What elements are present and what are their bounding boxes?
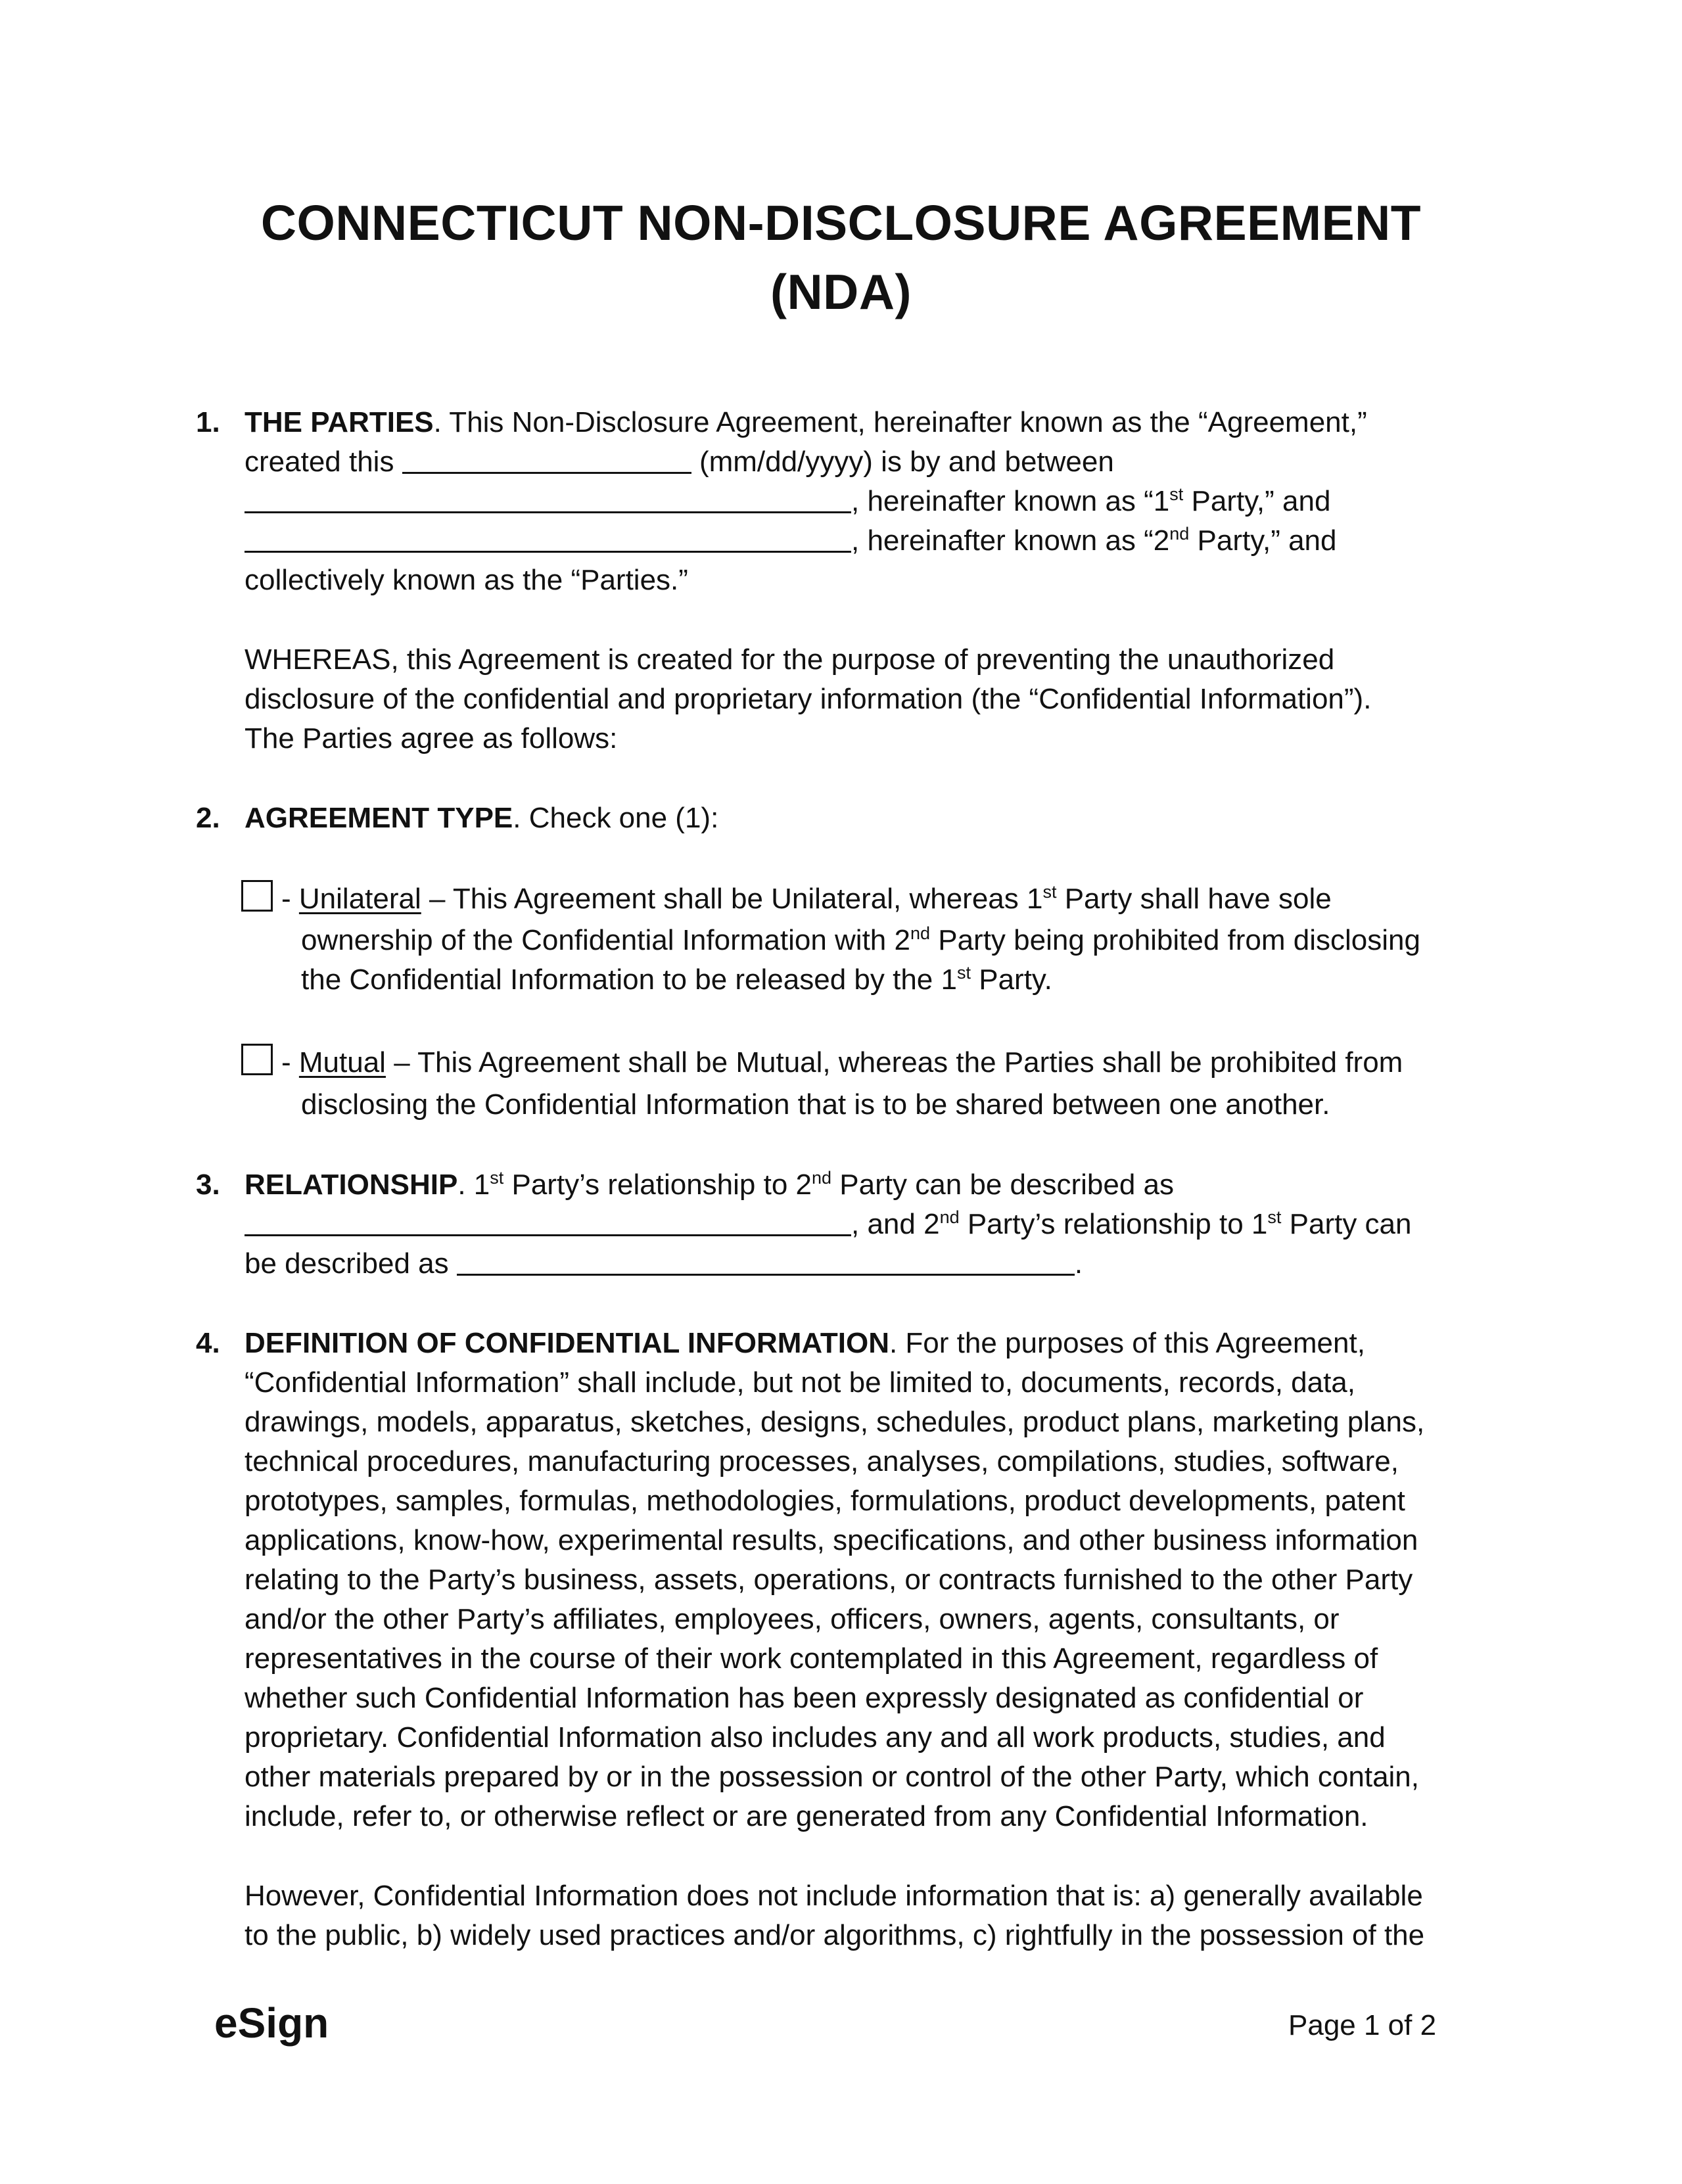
section2-line1 [245,804,718,833]
unilateral-text-a: – This Agreement shall be Unilateral, whereas 1 [421,883,1043,915]
mutual-dash: - [281,1046,299,1079]
section3-l3-b: . [1074,1247,1083,1280]
date-format-label: (mm/dd/yyyy) is by and between [699,446,1114,478]
section4-body-line: and/or the other Party’s affiliates, employees, officers, owners, agents, consultants, or [245,1603,1340,1635]
party1-label-a: , hereinafter known as “1 [851,485,1170,517]
section4-body-line: representatives in the course of their work contemplated in this Agreement, regardless of [245,1642,1378,1675]
section3-line3 [245,1249,1083,1278]
section1-line2 [245,448,1114,476]
however-line2: to the public, b) widely used practices and/or algorithms, c) rightfully in the possession of the [245,1919,1425,1951]
section2-heading: AGREEMENT TYPE [245,802,513,834]
party1-name-field[interactable] [245,489,851,513]
section4-body-line: drawings, models, apparatus, sketches, designs, schedules, product plans, marketing plans, [245,1406,1425,1438]
date-blank-field[interactable] [402,450,691,474]
party2-sup: nd [1169,524,1190,544]
section2-instruction: . Check one (1): [513,802,719,834]
party2-label-b: Party,” and [1189,524,1337,557]
mutual-checkbox[interactable] [241,1044,273,1075]
section4-intro: . For the purposes of this Agreement, [889,1327,1365,1359]
collectively-text: collectively known as the “Parties.” [245,564,688,596]
section3-l3-a: be described as [245,1247,449,1280]
section4-body-line: applications, know-how, experimental results, specifications, and other business information [245,1524,1418,1556]
created-this-label: created this [245,446,394,478]
section3-line1 [245,1168,1175,1201]
esign-logo: eSign [214,1999,329,2047]
unilateral-sup3: st [956,963,971,983]
section4-body-line: proprietary. Confidential Information also includes any and all work products, studies, and [245,1721,1386,1754]
section1-number: 1. [196,406,220,438]
section1-line4 [245,526,1336,555]
section4-body-line: “Confidential Information” shall include, but not be limited to, documents, records, data, [245,1366,1356,1399]
section1-line3 [245,484,1331,517]
unilateral-sup1: st [1042,882,1057,902]
mutual-text-1: – This Agreement shall be Mutual, whereas the Parties shall be prohibited from [385,1046,1403,1079]
section4-line1 [245,1329,1365,1358]
section2-number: 2. [196,802,220,834]
relationship1-field[interactable] [245,1212,851,1236]
unilateral-dash: - [281,883,299,915]
section3-heading: RELATIONSHIP [245,1169,458,1201]
section3-sup3: nd [939,1207,960,1227]
section4-heading: DEFINITION OF CONFIDENTIAL INFORMATION [245,1327,889,1359]
whereas-line1: WHEREAS, this Agreement is created for the purpose of preventing the unauthorized [245,643,1335,676]
section3-sup2: nd [812,1168,832,1188]
mutual-label: Mutual [298,1046,386,1079]
section4-body-line: other materials prepared by or in the possession or control of the other Party, which contain, [245,1761,1420,1793]
section3-sup4: st [1267,1207,1282,1227]
whereas-line3: The Parties agree as follows: [245,722,618,755]
section3-l1-b: Party’s relationship to 2 [503,1169,812,1201]
section4-body-line: include, refer to, or otherwise reflect or are generated from any Confidential Information. [245,1800,1368,1832]
party2-label-a: , hereinafter known as “2 [851,524,1170,557]
unilateral-l2-a: ownership of the Confidential Information with 2 [301,924,910,956]
party2-name-field[interactable] [245,528,851,553]
relationship2-field[interactable] [457,1251,1075,1276]
section3-line2 [245,1207,1412,1240]
section3-sup1: st [490,1168,504,1188]
section3-l2-b: Party’s relationship to 1 [959,1208,1268,1240]
unilateral-line2 [301,923,1420,956]
page-number: Page 1 of 2 [1288,2009,1437,2041]
section1-heading: THE PARTIES [245,406,434,438]
unilateral-line1 [281,882,1332,915]
unilateral-checkbox[interactable] [241,880,273,912]
unilateral-l3-b: Party. [971,964,1052,996]
section4-number: 4. [196,1327,220,1359]
unilateral-text-b: Party shall have sole [1056,883,1332,915]
section1-line1 [245,408,1367,437]
party1-label-b: Party,” and [1183,485,1331,517]
section3-l2-a: , and 2 [851,1208,940,1240]
whereas-line2: disclosure of the confidential and proprietary information (the “Confidential Information”). [245,683,1372,715]
mutual-line2: disclosing the Confidential Information that is to be shared between one another. [301,1088,1330,1121]
document-title-line2: (NDA) [770,264,912,319]
section3-l1-c: Party can be described as [831,1169,1175,1201]
party1-sup: st [1169,484,1184,504]
section1-intro-text: . This Non-Disclosure Agreement, hereinafter known as the “Agreement,” [433,406,1367,438]
section4-body-line: relating to the Party’s business, assets, operations, or contracts furnished to the other Party [245,1564,1413,1596]
section3-l2-c: Party can [1281,1208,1412,1240]
section4-body-line: prototypes, samples, formulas, methodologies, formulations, product developments, patent [245,1485,1405,1517]
section4-body-line: whether such Confidential Information has been expressly designated as confidential or [245,1682,1364,1714]
section4-body-line: technical procedures, manufacturing processes, analyses, compilations, studies, software, [245,1445,1399,1477]
section3-l1-a: . 1 [457,1169,490,1201]
section3-number: 3. [196,1169,220,1201]
unilateral-line3 [301,965,1052,994]
mutual-line1 [281,1048,1403,1077]
unilateral-l2-b: Party being prohibited from disclosing [930,924,1420,956]
unilateral-label: Unilateral [298,883,421,915]
however-line1: However, Confidential Information does not include information that is: a) generally available [245,1880,1423,1912]
unilateral-sup2: nd [910,923,931,943]
unilateral-l3-a: the Confidential Information to be released by the 1 [301,964,957,996]
document-title-line1: CONNECTICUT NON-DISCLOSURE AGREEMENT [260,195,1422,250]
